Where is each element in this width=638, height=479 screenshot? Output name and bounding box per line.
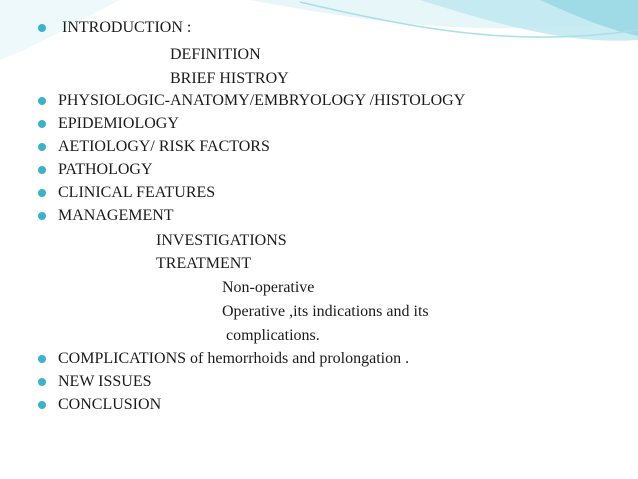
item-treatment: TREATMENT <box>156 255 252 272</box>
bullet-icon <box>38 212 46 220</box>
bullet-icon <box>38 120 46 128</box>
bullet-icon <box>38 166 46 174</box>
item-introduction: INTRODUCTION : <box>62 19 192 36</box>
bullet-icon <box>38 97 46 105</box>
item-operative: Operative ,its indications and its <box>222 303 429 320</box>
bullet-icon <box>38 189 46 197</box>
item-management: MANAGEMENT <box>58 207 174 224</box>
item-definition: DEFINITION <box>170 46 261 63</box>
item-clinical-features: CLINICAL FEATURES <box>58 184 216 201</box>
item-aetiology: AETIOLOGY/ RISK FACTORS <box>58 138 270 155</box>
item-investigations: INVESTIGATIONS <box>156 232 287 249</box>
bullet-icon <box>38 143 46 151</box>
bullet-icon <box>38 401 46 409</box>
bullet-icon <box>38 24 46 32</box>
item-conclusion: CONCLUSION <box>58 396 162 413</box>
item-new-issues: NEW ISSUES <box>58 373 152 390</box>
item-brief-history: BRIEF HISTROY <box>170 70 289 87</box>
item-complications-of-operative: complications. <box>226 327 320 344</box>
item-physiologic-anatomy: PHYSIOLOGIC-ANATOMY/EMBRYOLOGY /HISTOLOGY <box>58 92 466 109</box>
bullet-icon <box>38 355 46 363</box>
item-complications: COMPLICATIONS of hemorrhoids and prolongation . <box>58 350 410 367</box>
item-pathology: PATHOLOGY <box>58 161 153 178</box>
item-non-operative: Non-operative <box>222 279 315 296</box>
bullet-icon <box>38 378 46 386</box>
item-epidemiology: EPIDEMIOLOGY <box>58 115 179 132</box>
